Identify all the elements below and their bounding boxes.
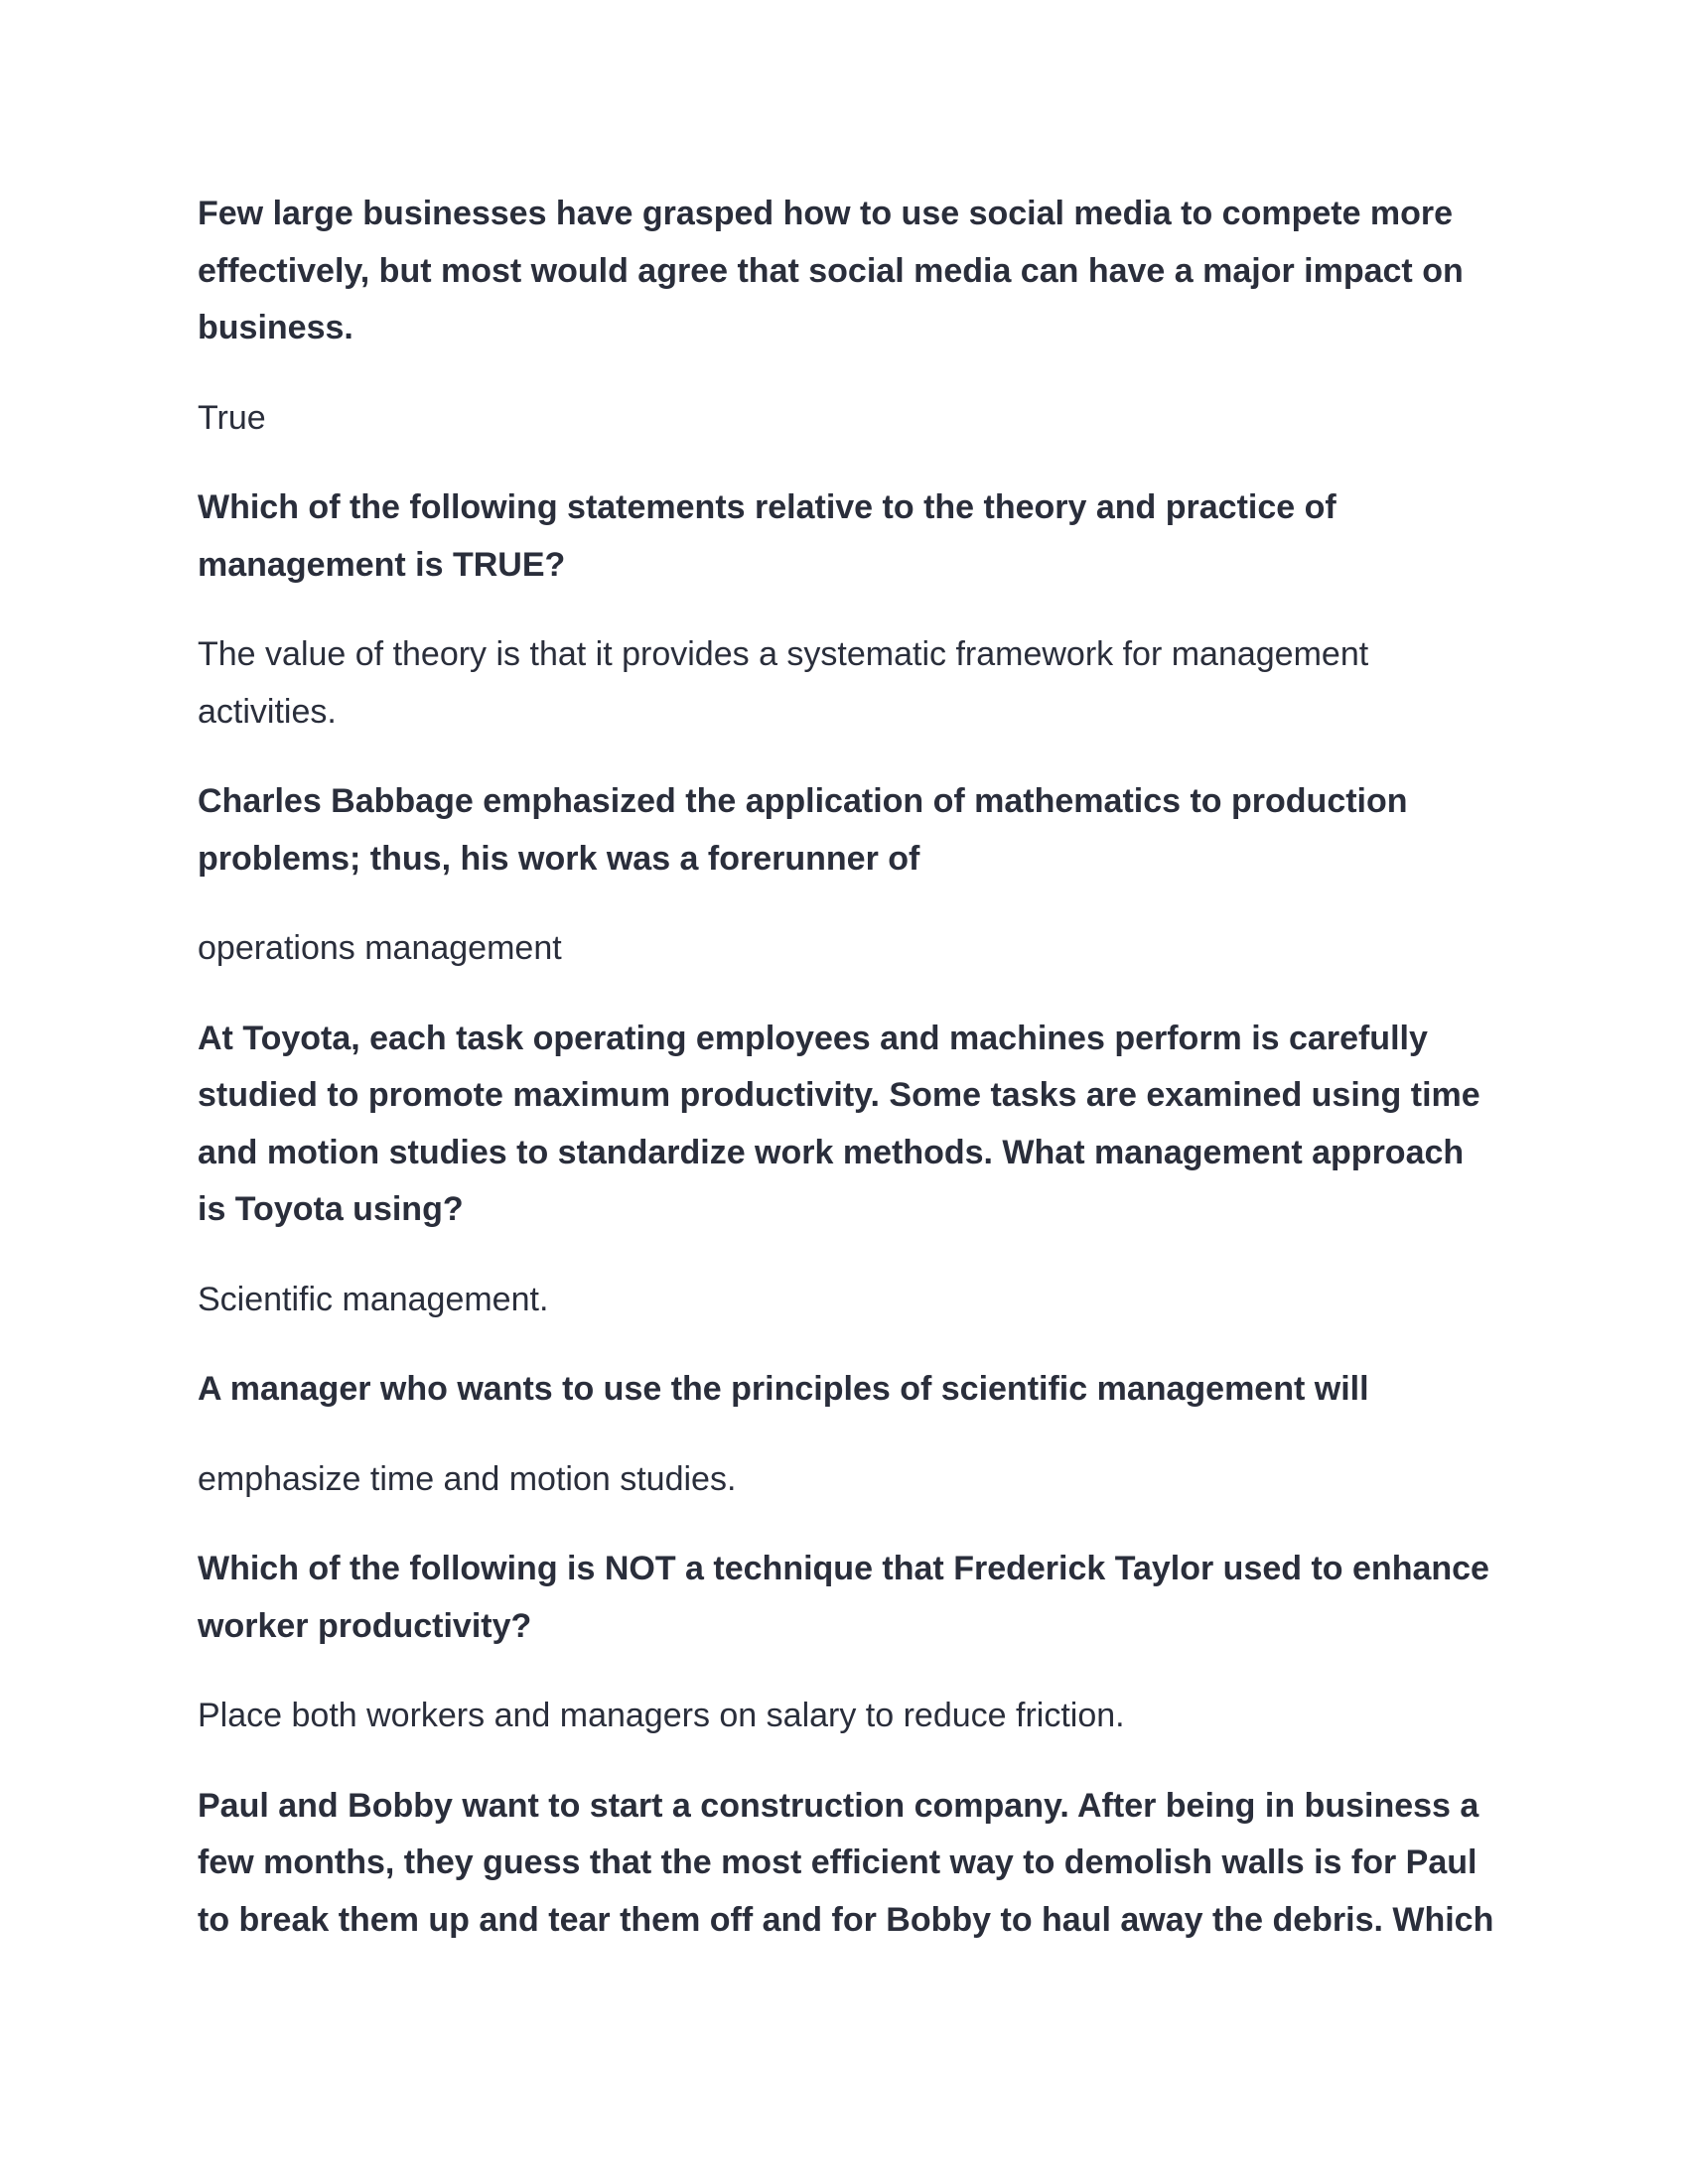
question-text: Paul and Bobby want to start a construction company. After being in business a few months, they guess that the most efficient way to demolish walls is for Paul to break them up and tear them off and for Bobby to haul away the debris. Which [198, 1786, 1494, 1939]
qa-item-5 [198, 1361, 1498, 1508]
qa-item-1 [198, 186, 1498, 447]
qa-item-4 [198, 1011, 1498, 1329]
question-text: Charles Babbage emphasized the application of mathematics to production problems; thus, his work was a forerunner of [198, 782, 1408, 878]
answer-text: Scientific management. [198, 1280, 549, 1318]
question-text: A manager who wants to use the principles of scientific management will [198, 1370, 1369, 1408]
answer-text: Place both workers and managers on salary to reduce friction. [198, 1697, 1125, 1734]
question-text: At Toyota, each task operating employees and machines perform is carefully studied to promote maximum productivity. Some tasks are examined using time and motion studies to standardize work methods. What management approach is Toyota using? [198, 1019, 1480, 1228]
qa-item-2 [198, 479, 1498, 741]
answer-text: emphasize time and motion studies. [198, 1459, 737, 1498]
answer-text: True [198, 398, 266, 437]
answer-text: The value of theory is that it provides a systematic framework for management activities. [198, 635, 1369, 731]
answer-text: operations management [198, 929, 562, 967]
question-text: Which of the following is NOT a technique that Frederick Taylor used to enhance worker productivity? [198, 1550, 1489, 1645]
qa-item-3 [198, 773, 1498, 978]
qa-item-7 [198, 1778, 1498, 1950]
question-text: Few large businesses have grasped how to use social media to compete more effectively, but most would agree that social media can have a major impact on business. [198, 195, 1464, 346]
question-text: Which of the following statements relative to the theory and practice of management is TRUE? [198, 488, 1336, 584]
qa-item-6 [198, 1541, 1498, 1745]
document-page [198, 186, 1498, 1949]
